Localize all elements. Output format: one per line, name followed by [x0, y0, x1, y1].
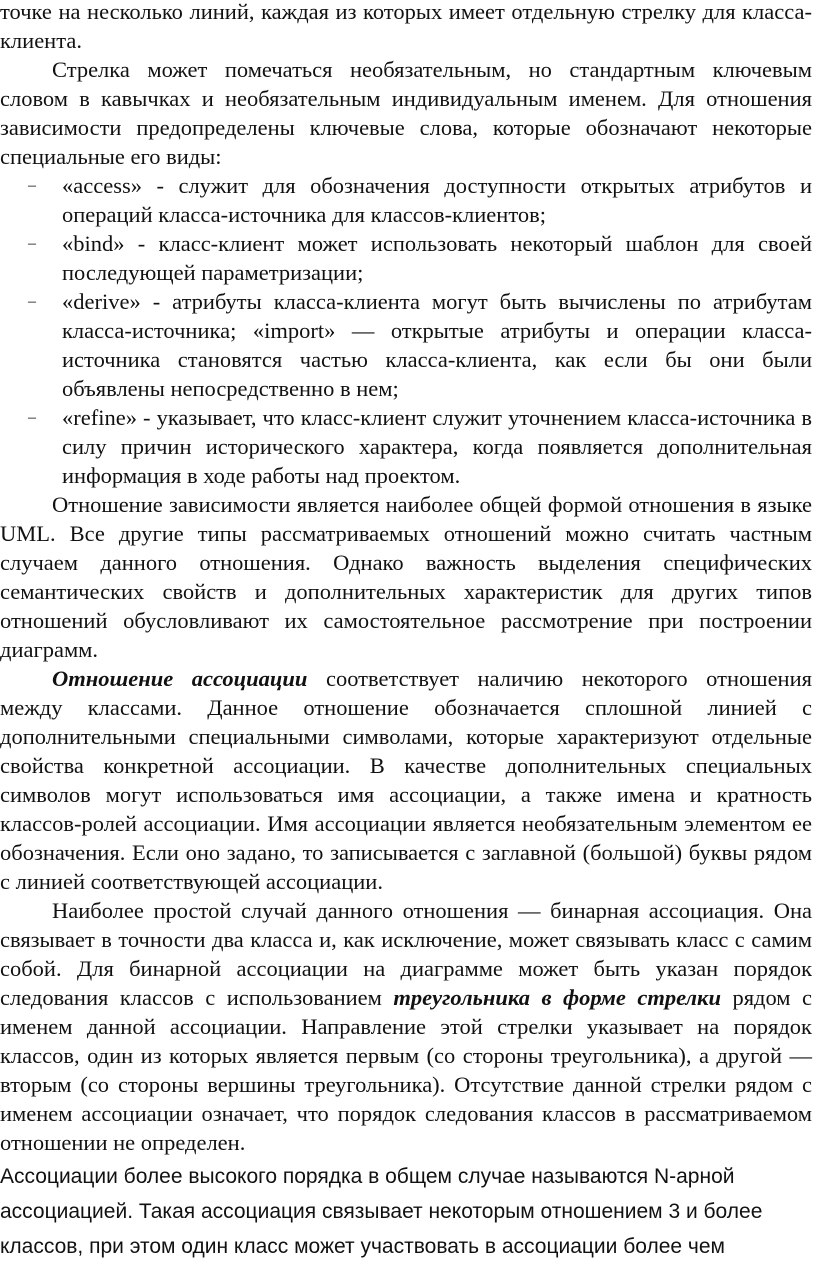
term-association: Отношение ассоциации [52, 666, 308, 691]
dash-bullet-icon: – [28, 293, 36, 310]
paragraph-binary-text-end: рядом с именем данной ассоциации. Направление этой стрелки указывает на порядок классов, один из которых является первым (со стороны треугольника), а другой — вторым (со стороны вершины треугольника). Отсутствие данной стрелки рядом с именем ассоциации означает, что порядок следования классов в рассматриваемом отношении не определен. [0, 985, 812, 1155]
list-item-access [0, 171, 812, 229]
term-triangle-arrow: треугольника в форме стрелки [393, 985, 721, 1010]
paragraph-binary-association [0, 896, 812, 1157]
text-line: Ассоциации более высокого порядка в общем случае называются N-арной [0, 1165, 735, 1188]
list-item-text: «derive» - атрибуты класса-клиента могут быть вычислены по атрибутам класса-источника; «import» — открытые атрибуты и операции класса-источника становятся частью класса-клиента, как если бы они были объявлены непосредственно в нем; [62, 289, 812, 401]
list-item-derive [0, 287, 812, 403]
paragraph-continuation: точке на несколько линий, каждая из которых имеет отдельную стрелку для класса-клиента. [0, 0, 812, 53]
paragraph-arrow-keywords: Стрелка может помечаться необязательным, но стандартным ключевым словом в кавычках и необязательным индивидуальным именем. Для отношения зависимости предопределены ключевые слова, которые обозначают некоторые специальные его виды: [0, 57, 812, 169]
list-item-text: «bind» - класс-клиент может использовать некоторый шаблон для своей последующей параметризации; [62, 231, 812, 285]
dash-bullet-icon: – [28, 409, 36, 426]
dependency-keyword-list [0, 171, 812, 490]
paragraph-dependency-summary: Отношение зависимости является наиболее общей формой отношения в языке UML. Все другие типы рассматриваемых отношений можно считать частным случаем данного отношения. Однако важность выделения специфических семантических свойств и дополнительных характеристик для других типов отношений обусловливают их самостоятельное рассмотрение при построении диаграмм. [0, 492, 812, 662]
list-item-text: «access» - служит для обозначения доступности открытых атрибутов и операций класса-источника для классов-клиентов; [62, 173, 812, 227]
text-line: ассоциацией. Такая ассоциация связывает некоторым отношением 3 и более [0, 1200, 763, 1223]
paragraph-association-text: соответствует наличию некоторого отношения между классами. Данное отношение обозначается сплошной линией с дополнительными специальными символами, которые характеризуют отдельные свойства конкретной ассоциации. В качестве дополнительных специальных символов могут использоваться имя ассоциации, а также имена и кратность классов-ролей ассоциации. Имя ассоциации является необязательным элементом ее обозначения. Если оно задано, то записывается с заглавной (большой) буквы рядом с линией соответствующей ассоциации. [0, 666, 812, 894]
list-item-bind [0, 229, 812, 287]
text-line: классов, при этом один класс может участвовать в ассоциации более чем [0, 1235, 725, 1258]
paragraph-association [0, 664, 812, 896]
list-item-text: «refine» - указывает, что класс-клиент служит уточнением класса-источника в силу причин исторического характера, когда появляется дополнительная информация в ходе работы над проектом. [62, 405, 812, 488]
paragraph-binary-text-start: Наиболее простой случай данного отношения — бинарная ассоциация. Она связывает в точности два класса и, как исключение, может связывать класс с самим собой. Для бинарной ассоциации на диаграмме может быть указан порядок следования классов с использованием [0, 898, 812, 1010]
dash-bullet-icon: – [28, 177, 36, 194]
dash-bullet-icon: – [28, 235, 36, 252]
paragraph-n-ary-association [0, 1159, 812, 1264]
list-item-refine [0, 403, 812, 490]
